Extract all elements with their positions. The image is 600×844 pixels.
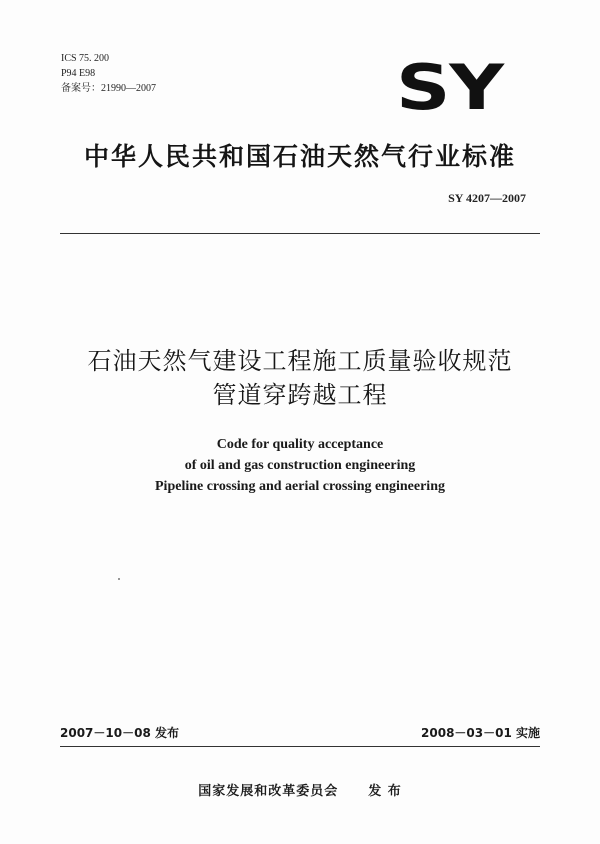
standard-number: SY 4207—2007 <box>448 191 526 205</box>
scan-speck <box>118 578 120 580</box>
chinese-title-line-2: 管道穿跨越工程 <box>212 381 388 409</box>
publisher-line <box>0 780 600 799</box>
record-number: 备案号：21990—2007 <box>61 83 156 94</box>
english-title-line-2: of oil and gas construction engineering <box>184 458 416 473</box>
publish-label: 发 布 <box>368 784 402 799</box>
ics-code: ICS 75. 200 <box>61 53 110 64</box>
english-title <box>0 434 600 497</box>
implementation-date: 2008－03－01 实施 <box>421 726 540 740</box>
class-code: P94 E98 <box>61 68 96 79</box>
chinese-title-line-1: 石油天然气建设工程施工质量验收规范 <box>87 347 513 375</box>
top-divider <box>60 233 540 234</box>
bottom-divider <box>60 746 540 747</box>
standard-category-title: 中华人民共和国石油天然气行业标准 <box>83 142 516 171</box>
issue-date: 2007－10－08 发布 <box>60 726 179 740</box>
sy-logo: SY <box>396 51 503 124</box>
classification-block <box>61 51 156 96</box>
english-title-line-1: Code for quality acceptance <box>216 437 384 452</box>
publisher-name: 国家发展和改革委员会 <box>198 784 339 799</box>
english-title-line-3: Pipeline crossing and aerial crossing engineering <box>155 479 445 494</box>
